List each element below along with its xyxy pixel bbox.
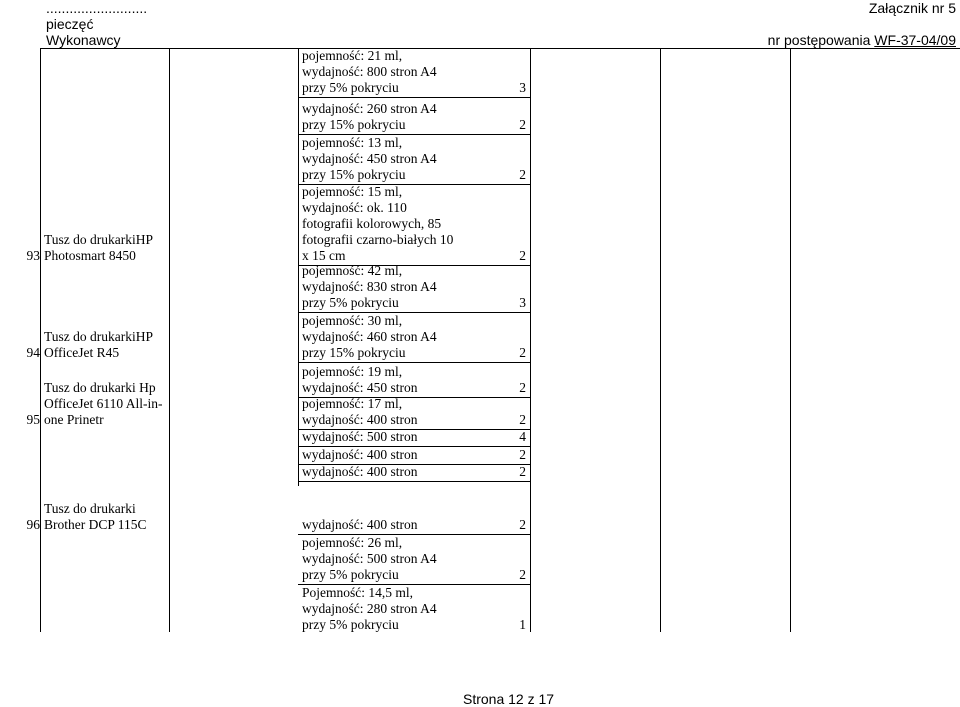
product-name-line: one Prinetr [44,412,104,427]
row-number: 96 [26,517,40,532]
quantity-cell: 2 [519,517,526,532]
product-name-line: Tusz do drukarkiHP [44,232,154,247]
quantity-cell: 2 [519,380,526,395]
quantity-cell: 2 [519,345,526,360]
spec-line: fotografii kolorowych, 85 [302,216,442,231]
spec-line: x 15 cm [302,248,346,263]
spec-line: wydajność: 400 stron [302,447,418,462]
spec-line: przy 5% pokryciu [302,295,399,310]
quantity-cell: 2 [519,167,526,182]
spec-line: przy 5% pokryciu [302,617,399,632]
spec-row-divider [298,97,531,98]
spec-line: wydajność: 800 stron A4 [302,64,437,79]
col-value-border [790,48,791,632]
spec-line: pojemność: 42 ml, [302,263,403,278]
spec-line: przy 5% pokryciu [302,80,399,95]
quantity-cell: 4 [519,429,526,444]
col-price-border [660,48,661,632]
spec-line: przy 15% pokryciu [302,117,406,132]
contractor-label: Wykonawcy [46,32,121,48]
spec-line: wydajność: 260 stron A4 [302,101,437,116]
product-name-line: OfficeJet 6110 All-in- [44,396,163,411]
col-name-border [169,48,170,632]
spec-line: przy 15% pokryciu [302,345,406,360]
spec-row-divider [298,362,531,363]
spec-line: Pojemność: 14,5 ml, [302,585,413,600]
spec-line: wydajność: 280 stron A4 [302,601,437,616]
quantity-cell: 3 [519,80,526,95]
row-number: 95 [26,412,40,427]
procedure-number [768,32,956,48]
quantity-cell: 2 [519,117,526,132]
spec-line: wydajność: 500 stron A4 [302,551,437,566]
spec-line: przy 15% pokryciu [302,167,406,182]
spec-line: przy 5% pokryciu [302,567,399,582]
spec-line: pojemność: 19 ml, [302,364,403,379]
stamp-label: pieczęć [46,16,94,32]
product-name-line: Photosmart 8450 [44,248,136,263]
spec-line: pojemność: 13 ml, [302,135,403,150]
spec-line: wydajność: 400 stron [302,517,418,532]
quantity-cell: 2 [519,567,526,582]
attachment-label: Załącznik nr 5 [868,0,956,16]
spec-line: wydajność: 830 stron A4 [302,279,437,294]
spec-line: wydajność: 400 stron [302,412,418,427]
spec-line: pojemność: 30 ml, [302,313,403,328]
spec-line: wydajność: 500 stron [302,429,418,444]
row-number: 94 [26,345,40,360]
spec-line: wydajność: 460 stron A4 [302,329,437,344]
row-number: 93 [26,248,40,263]
quantity-cell: 3 [519,295,526,310]
spec-line: pojemność: 26 ml, [302,535,403,550]
product-name-line: Tusz do drukarki [44,501,136,516]
product-name-line: Brother DCP 115C [44,517,147,532]
spec-line: pojemność: 21 ml, [302,48,403,63]
quantity-cell: 2 [519,412,526,427]
spec-line: fotografii czarno-białych 10 [302,232,454,247]
quantity-cell: 2 [519,447,526,462]
spec-line: pojemność: 15 ml, [302,184,403,199]
product-name-line: Tusz do drukarki Hp [44,380,156,395]
col-nr-border [40,48,41,632]
col-qty-border [530,48,531,632]
spec-line: wydajność: 450 stron [302,380,418,395]
procedure-code: WF-37-04/09 [874,32,956,48]
quantity-cell: 2 [519,248,526,263]
product-name-line: Tusz do drukarkiHP [44,329,154,344]
product-name-line: OfficeJet R45 [44,345,120,360]
spec-line: wydajność: 450 stron A4 [302,151,437,166]
spec-line: pojemność: 17 ml, [302,396,403,411]
stamp-dots: .......................... [46,0,148,16]
procedure-prefix: nr postępowania [767,32,875,48]
spec-line: wydajność: ok. 110 [302,200,407,215]
quantity-cell: 2 [519,464,526,479]
spec-row-divider [298,481,531,482]
spec-line: wydajność: 400 stron [302,464,418,479]
page-number: Strona 12 z 17 [463,691,555,707]
quantity-cell: 1 [519,617,526,632]
col-spec-border [298,48,299,486]
table-top-border [40,48,960,49]
